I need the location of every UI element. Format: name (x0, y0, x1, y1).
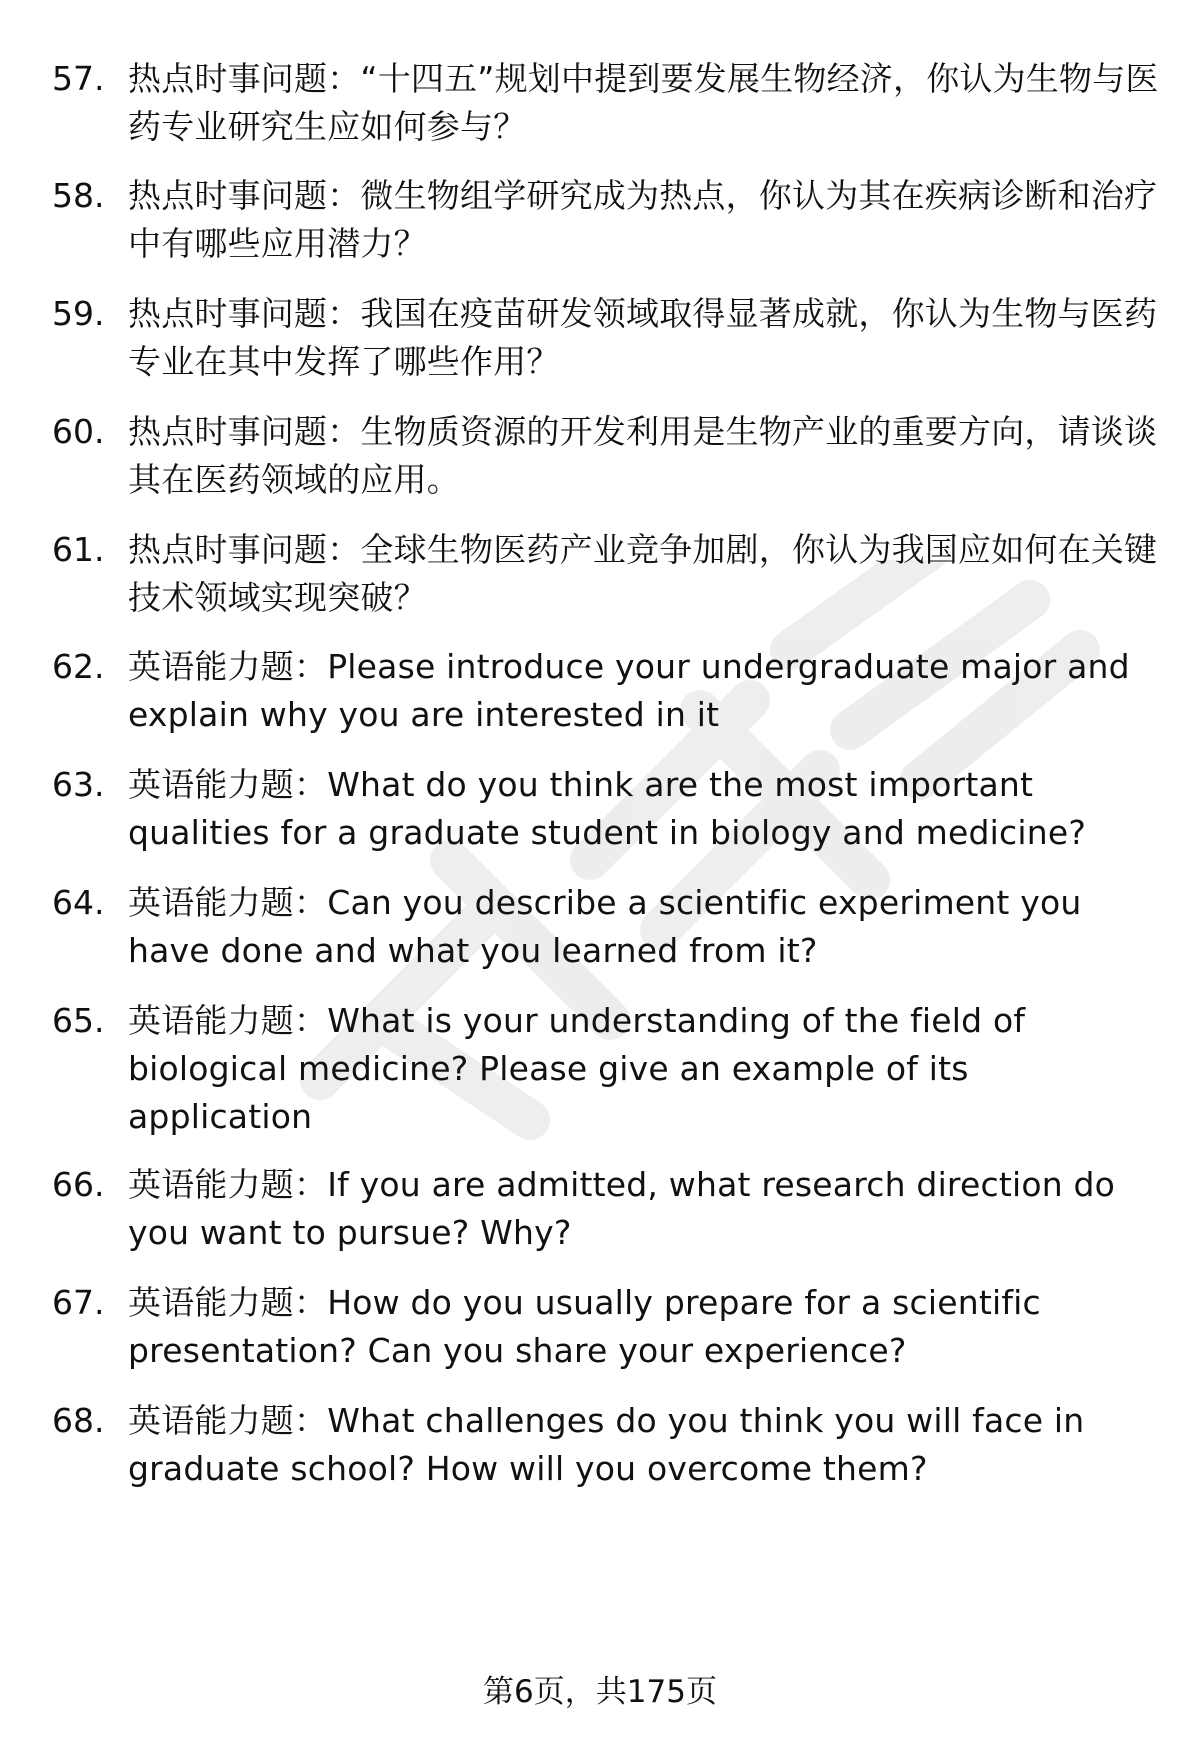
question-number: 61. (52, 530, 105, 569)
question-text: 热点时事问题：微生物组学研究成为热点，你认为其在疾病诊断和治疗中有哪些应用潜力？ (128, 176, 1158, 263)
question-text: 英语能力题：If you are admitted, what research direction do you want to pursue? Why? (128, 1165, 1116, 1252)
question-text: 英语能力题：Can you describe a scientific experiment you have done and what you learned from it? (128, 883, 1082, 970)
question-text: 热点时事问题：“十四五”规划中提到要发展生物经济，你认为生物与医药专业研究生应如何参与？ (128, 59, 1159, 146)
page-footer: 第6页，共175页 (483, 1674, 717, 1710)
question-number: 63. (52, 765, 105, 804)
question-item (52, 997, 1162, 1141)
question-item (52, 408, 1162, 504)
question-text: 英语能力题：What do you think are the most important qualities for a graduate student in biology and medicine? (128, 765, 1087, 852)
question-text: 英语能力题：How do you usually prepare for a scientific presentation? Can you share your experience? (128, 1283, 1041, 1370)
question-item (52, 1397, 1162, 1493)
question-text: 热点时事问题：我国在疫苗研发领域取得显著成就，你认为生物与医药专业在其中发挥了哪些作用？ (128, 294, 1158, 381)
question-number: 64. (52, 883, 105, 922)
question-number: 65. (52, 1001, 105, 1040)
question-item (52, 643, 1162, 739)
question-item (52, 1279, 1162, 1375)
question-number: 59. (52, 294, 105, 333)
question-item (52, 172, 1162, 268)
question-number: 60. (52, 412, 105, 451)
question-item (52, 55, 1162, 151)
question-item (52, 526, 1162, 622)
question-number: 57. (52, 59, 105, 98)
question-item (52, 290, 1162, 386)
question-text: 英语能力题：What challenges do you think you will face in graduate school? How will you overcome them? (128, 1401, 1085, 1488)
question-item (52, 761, 1162, 857)
question-number: 58. (52, 176, 105, 215)
question-number: 67. (52, 1283, 105, 1322)
question-text: 英语能力题：Please introduce your undergraduate major and explain why you are interested in it (128, 647, 1130, 734)
question-item (52, 879, 1162, 975)
question-text: 英语能力题：What is your understanding of the field of biological medicine? Please give an example of its application (128, 1001, 1026, 1136)
question-number: 68. (52, 1401, 105, 1440)
question-number: 62. (52, 647, 105, 686)
question-text: 热点时事问题：生物质资源的开发利用是生物产业的重要方向，请谈谈其在医药领域的应用。 (128, 412, 1158, 499)
question-text: 热点时事问题：全球生物医药产业竞争加剧，你认为我国应如何在关键技术领域实现突破？ (128, 530, 1158, 617)
question-item (52, 1161, 1162, 1257)
question-number: 66. (52, 1165, 105, 1204)
